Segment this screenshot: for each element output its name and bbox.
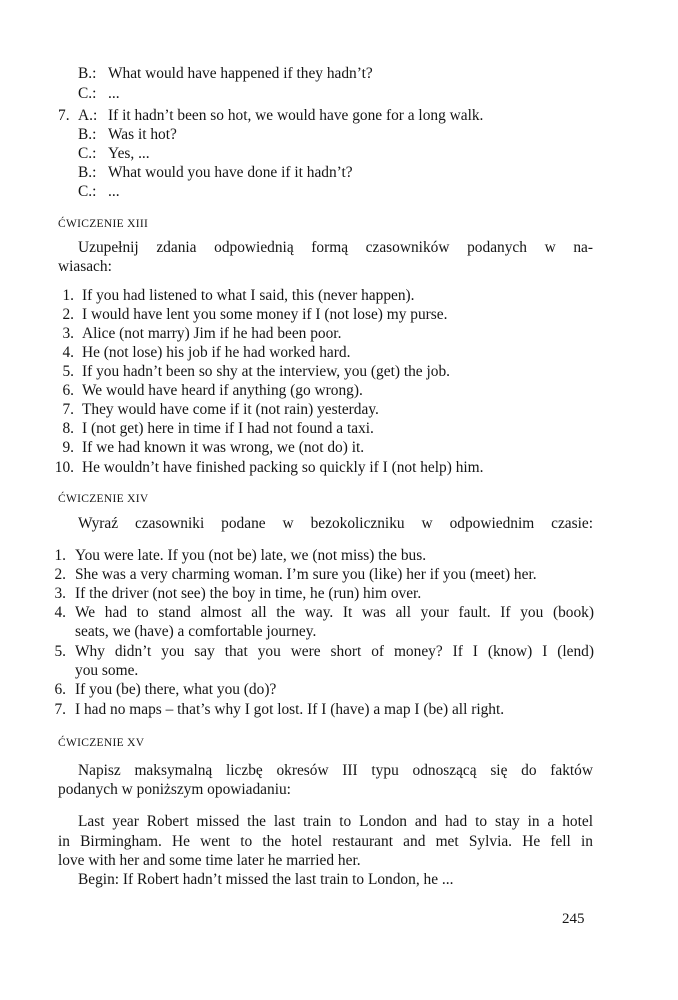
item-number: 4.	[54, 604, 66, 621]
item-text: We would have heard if anything (go wrong).	[82, 382, 363, 399]
dialogue-text: What would you have done if it hadn’t?	[108, 164, 353, 181]
item-text: If you hadn’t been so shy at the interview, you (get) the job.	[82, 363, 450, 380]
item-text-continued: you some.	[75, 662, 139, 679]
item-number: 2.	[54, 566, 66, 583]
dialogue-text: ...	[108, 183, 120, 200]
exercise-heading: ĆWICZENIE XV	[58, 737, 145, 749]
story-text: in Birmingham. He went to the hotel restaurant and met Sylvia. He fell in	[58, 833, 593, 850]
item-number: 9.	[62, 439, 74, 456]
item-number: 10.	[54, 459, 74, 476]
item-text-continued: seats, we (have) a comfortable journey.	[75, 623, 317, 640]
exercise-instruction: podanych w poniższym opowiadaniu:	[58, 781, 291, 798]
exercise-heading: ĆWICZENIE XIV	[58, 493, 149, 505]
item-text: She was a very charming woman. I’m sure you (like) her if you (meet) her.	[75, 566, 537, 583]
item-text: If you (be) there, what you (do)?	[75, 681, 277, 698]
dialogue-speaker: C.:	[78, 85, 97, 102]
item-text: He wouldn’t have finished packing so quickly if I (not help) him.	[82, 459, 484, 476]
story-begin: Begin: If Robert hadn’t missed the last train to London, he ...	[78, 871, 454, 888]
exercise-instruction: Uzupełnij zdania odpowiednią formą czasowników podanych w na-	[78, 239, 593, 256]
item-text: I had no maps – that’s why I got lost. If I (have) a map I (be) all right.	[75, 701, 505, 718]
dialogue-text: Yes, ...	[108, 145, 150, 162]
item-number: 5.	[62, 363, 74, 380]
item-text: I would have lent you some money if I (not lose) my purse.	[82, 306, 448, 323]
exercise-heading: ĆWICZENIE XIII	[58, 218, 149, 230]
item-number: 4.	[62, 344, 74, 361]
dialogue-text: Was it hot?	[108, 126, 177, 143]
item-text: You were late. If you (not be) late, we (not miss) the bus.	[75, 547, 427, 564]
dialogue-speaker: C.:	[78, 183, 97, 200]
item-text: If we had known it was wrong, we (not do) it.	[82, 439, 365, 456]
dialogue-number: 7.	[58, 107, 70, 124]
exercise-instruction: Wyraź czasowniki podane w bezokoliczniku w odpowiednim czasie:	[78, 515, 593, 532]
page-number: 245	[562, 911, 585, 927]
item-text: Why didn’t you say that you were short of money? If I (know) I (lend)	[75, 643, 594, 660]
item-number: 1.	[54, 547, 66, 564]
dialogue-speaker: B.:	[78, 126, 97, 143]
item-text: If you had listened to what I said, this (never happen).	[82, 287, 415, 304]
item-number: 1.	[62, 287, 74, 304]
item-text: He (not lose) his job if he had worked hard.	[82, 344, 351, 361]
item-text: They would have come if it (not rain) yesterday.	[82, 401, 379, 418]
item-number: 6.	[62, 382, 74, 399]
exercise-instruction: wiasach:	[58, 258, 112, 275]
dialogue-speaker: B.:	[78, 164, 97, 181]
item-number: 3.	[62, 325, 74, 342]
item-number: 7.	[62, 401, 74, 418]
dialogue-text: If it hadn’t been so hot, we would have gone for a long walk.	[108, 107, 484, 124]
item-number: 5.	[54, 643, 66, 660]
dialogue-text: What would have happened if they hadn’t?	[108, 65, 373, 82]
item-text: Alice (not marry) Jim if he had been poor.	[82, 325, 342, 342]
item-number: 6.	[54, 681, 66, 698]
story-text: Last year Robert missed the last train to London and had to stay in a hotel	[78, 813, 593, 830]
dialogue-speaker: A.:	[78, 107, 98, 124]
item-text: If the driver (not see) the boy in time, he (run) him over.	[75, 585, 422, 602]
dialogue-text: ...	[108, 85, 120, 102]
dialogue-speaker: B.:	[78, 65, 97, 82]
exercise-instruction: Napisz maksymalną liczbę okresów III typu odnoszącą się do faktów	[78, 762, 593, 779]
story-text: love with her and some time later he married her.	[58, 852, 361, 869]
item-number: 2.	[62, 306, 74, 323]
dialogue-speaker: C.:	[78, 145, 97, 162]
item-text: We had to stand almost all the way. It was all your fault. If you (book)	[75, 604, 594, 621]
item-number: 3.	[54, 585, 66, 602]
item-number: 8.	[62, 420, 74, 437]
item-text: I (not get) here in time if I had not found a taxi.	[82, 420, 374, 437]
item-number: 7.	[54, 701, 66, 718]
